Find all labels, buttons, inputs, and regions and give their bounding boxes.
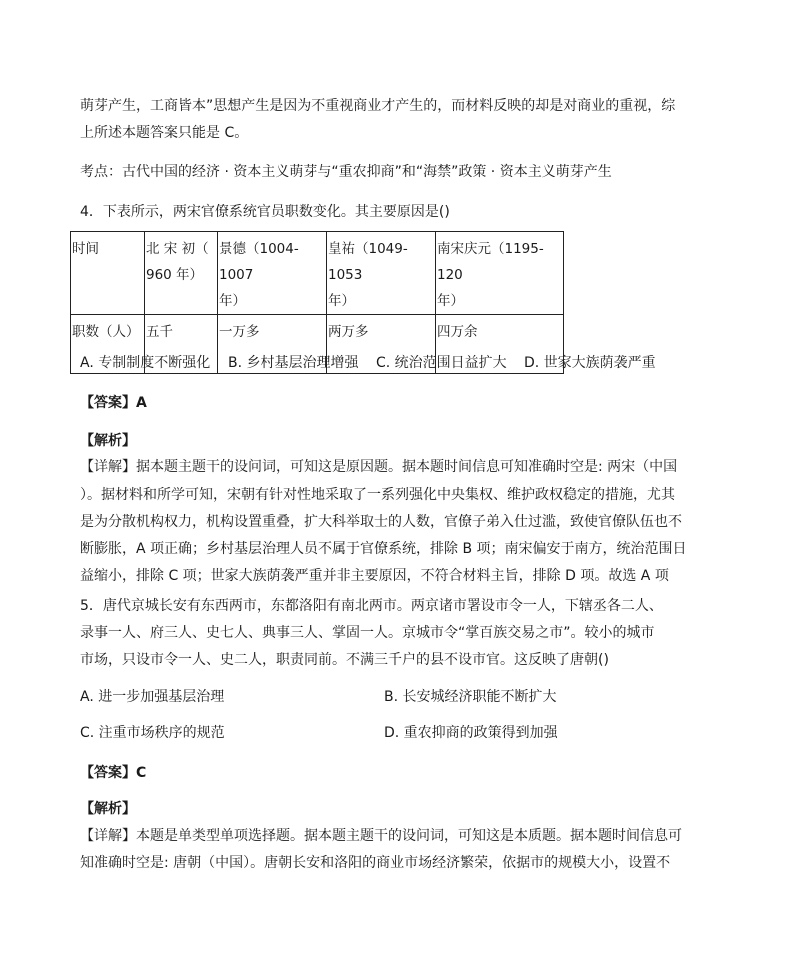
q4-option-c: C. 统治范围日益扩大: [376, 355, 507, 371]
q5-answer: 【答案】C: [80, 765, 147, 781]
q5-option-d: D. 重农抑商的政策得到加强: [384, 725, 558, 741]
table-cell: 四万余: [436, 315, 564, 374]
table-cell: 景德（1004-1007 年）: [218, 232, 327, 315]
q4-detail-line: 益缩小，排除 C 项；世家大族荫袭严重并非主要原因，不符合材料主旨，排除 D 项。故选 A 项: [80, 568, 669, 584]
table-cell: 两万多: [327, 315, 436, 374]
question-5-line: 市场，只设市令一人、史二人，职责同前。不满三千户的县不设市官。这反映了唐朝(): [80, 652, 609, 668]
q5-analysis-label: 【解析】: [80, 801, 136, 817]
q4-detail-line: ）。据材料和所学可知，宋朝有针对性地采取了一系列强化中央集权、维护政权稳定的措施，尤其: [80, 487, 675, 503]
q4-detail-line: 断膨胀，A 项正确；乡村基层治理人员不属于官僚系统，排除 B 项；南宋偏安于南方，统治范围日: [80, 541, 687, 557]
text-line: 萌芽产生，工商皆本”思想产生是因为不重视商业才产生的，而材料反映的却是对商业的重视，综: [80, 98, 676, 114]
q4-option-a: A. 专制制度不断强化: [80, 355, 211, 371]
q5-option-c: C. 注重市场秩序的规范: [80, 725, 225, 741]
table-cell: 一万多: [218, 315, 327, 374]
q4-detail-line: 是为分散机构权力，机构设置重叠，扩大科举取士的人数，官僚子弟入仕过滥，致使官僚队伍也不: [80, 514, 682, 530]
text-line: 上所述本题答案只能是 C。: [80, 125, 249, 141]
q4-analysis-label: 【解析】: [80, 433, 136, 449]
table-cell: 皇祐（1049-1053 年）: [327, 232, 436, 315]
table-cell: 北 宋 初（ 960 年）: [145, 232, 218, 315]
q5-detail-line: 知准确时空是: 唐朝（中国）。唐朝长安和洛阳的商业市场经济繁荣，依据市的规模大小，设置不: [80, 855, 671, 871]
q4-option-d: D. 世家大族荫袭严重: [524, 355, 656, 371]
text-line: 考点：古代中国的经济 · 资本主义萌芽与“重农抑商”和“海禁”政策 · 资本主义萌芽产生: [80, 164, 612, 180]
table-header-row: [71, 232, 564, 315]
q4-detail-line: 【详解】据本题主题干的设问词，可知这是原因题。据本题时间信息可知准确时空是: 两宋（中国: [80, 459, 678, 475]
question-5-line: 5．唐代京城长安有东西两市，东都洛阳有南北两市。两京诸市署设市令一人，下辖丞各二人、: [80, 598, 663, 614]
q5-detail-line: 【详解】本题是单类型单项选择题。据本题主题干的设问词，可知这是本质题。据本题时间信息可: [80, 828, 682, 844]
q5-option-a: A. 进一步加强基层治理: [80, 689, 225, 705]
question-4: 4．下表所示，两宋官僚系统官员职数变化。其主要原因是(): [80, 204, 450, 220]
q4-answer: 【答案】A: [80, 395, 147, 411]
q4-option-b: B. 乡村基层治理增强: [228, 355, 359, 371]
question-5-line: 录事一人、府三人、史七人、典事三人、掌固一人。京城市令“掌百族交易之市”。较小的城市: [80, 625, 655, 641]
table-cell: 五千: [145, 315, 218, 374]
q5-option-b: B. 长安城经济职能不断扩大: [384, 689, 557, 705]
table-cell: 职数（人）: [71, 315, 145, 374]
table-cell: 时间: [71, 232, 145, 315]
table-cell: 南宋庆元（1195-120 年）: [436, 232, 564, 315]
